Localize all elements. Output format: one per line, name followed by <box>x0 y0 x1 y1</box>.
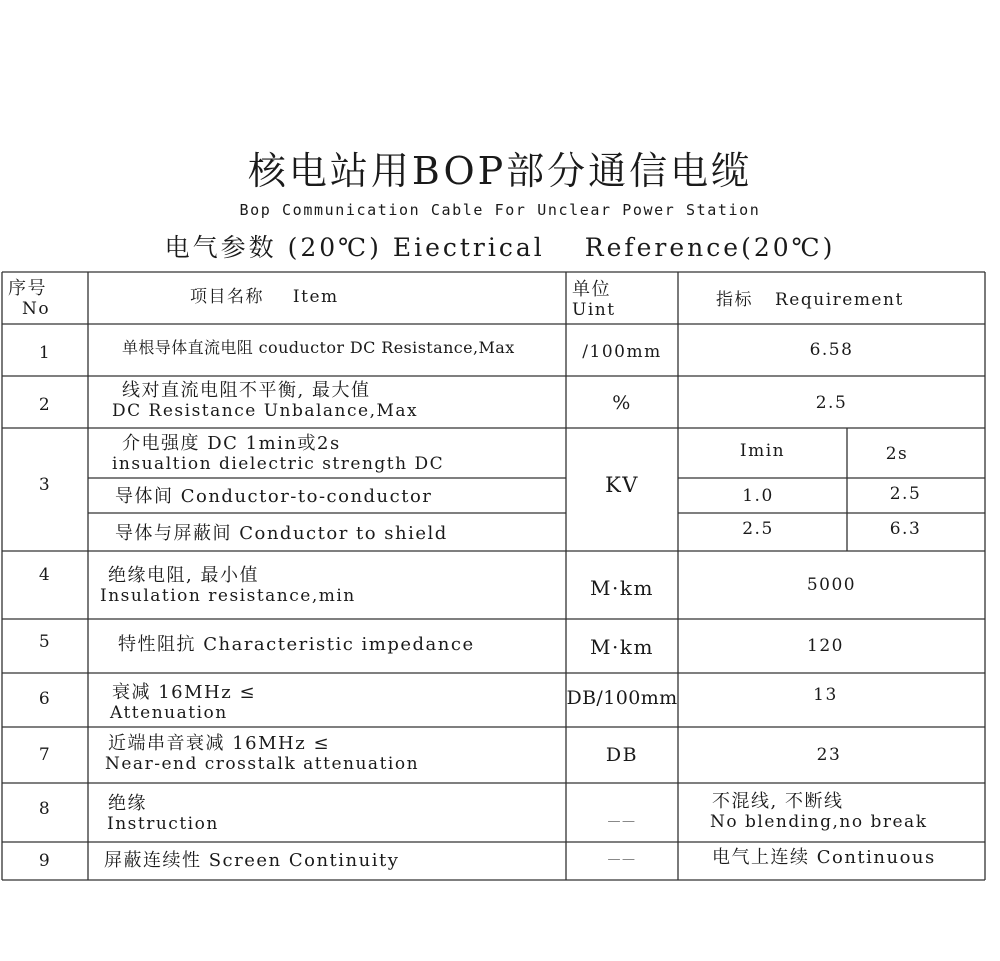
header-no-cn: 序号 <box>8 278 47 299</box>
row-4-unit: M·km <box>590 576 654 600</box>
row-9-item: 屏蔽连续性 Screen Continuity <box>104 850 400 871</box>
row-9-no: 9 <box>38 851 52 871</box>
row-5-unit: M·km <box>590 635 654 659</box>
row-7-item-cn: 近端串音衰减 16MHz ≤ <box>108 733 331 754</box>
row-1-item: 单根导体直流电阻 couductor DC Resistance,Max <box>122 338 515 357</box>
row-3-item-cn: 介电强度 DC 1min或2s <box>122 433 341 454</box>
header-no-en: No <box>22 299 51 319</box>
row-8-req-cn: 不混线, 不断线 <box>712 791 844 812</box>
row-3-sub-2-item: 导体与屏蔽间 Conductor to shield <box>115 523 448 544</box>
header-req <box>716 291 904 310</box>
row-5-req: 120 <box>807 636 844 656</box>
header-req-en: Requirement <box>775 290 904 310</box>
header-unit-en: Uint <box>572 300 616 320</box>
row-3-unit: KV <box>605 473 639 497</box>
header-req-cn: 指标 <box>716 290 753 310</box>
row-7-item-en: Near-end crosstalk attenuation <box>105 754 420 774</box>
row-3-item-en: insualtion dielectric strength DC <box>112 454 445 474</box>
row-6-item-cn: 衰减 16MHz ≤ <box>112 682 257 703</box>
row-3-sub-2-v2: 6.3 <box>889 519 922 539</box>
row-2-req: 2.5 <box>815 393 848 413</box>
row-3-sub-1-v1: 1.0 <box>742 486 774 506</box>
row-3-sub-1-v2: 2.5 <box>889 484 922 504</box>
row-6-unit: DB/100mm <box>566 687 678 709</box>
row-8-no: 8 <box>38 799 52 819</box>
row-4-item-en: Insulation resistance,min <box>100 586 356 606</box>
row-8-item-en: Instruction <box>107 814 219 834</box>
row-9-req: 电气上连续 Continuous <box>712 847 936 868</box>
row-7-unit: DB <box>605 744 639 766</box>
section-heading-en2: Reference(20℃) <box>584 233 836 262</box>
row-8-item-cn: 绝缘 <box>108 793 147 814</box>
row-3-req-col1: Imin <box>739 441 786 461</box>
row-5-no: 5 <box>38 632 52 652</box>
row-2-item-en: DC Resistance Unbalance,Max <box>112 401 419 421</box>
row-8-unit: —— <box>607 814 637 829</box>
header-item-en: Item <box>292 287 339 307</box>
row-6-req: 13 <box>813 685 838 705</box>
row-4-req: 5000 <box>806 575 857 595</box>
row-7-req: 23 <box>816 745 842 765</box>
section-heading-cn: 电气参数 (20℃) <box>164 233 382 262</box>
row-2-no: 2 <box>38 395 52 415</box>
row-2-item-cn: 线对直流电阻不平衡, 最大值 <box>122 380 371 401</box>
row-3-req-col2: 2s <box>885 444 909 464</box>
row-6-item-en: Attenuation <box>110 703 228 723</box>
section-heading-en: Eiectrical <box>392 233 545 262</box>
row-1-req: 6.58 <box>809 340 854 360</box>
row-1-no: 1 <box>38 343 52 363</box>
row-4-no: 4 <box>38 565 52 585</box>
row-3-sub-2-v1: 2.5 <box>742 519 774 539</box>
row-3-no: 3 <box>38 475 52 495</box>
row-2-unit: % <box>612 392 632 414</box>
row-1-unit: /100mm <box>582 342 662 362</box>
header-item <box>190 288 339 307</box>
row-9-unit: —— <box>607 852 637 867</box>
row-4-item-cn: 绝缘电阻, 最小值 <box>108 565 259 586</box>
row-6-no: 6 <box>38 689 52 709</box>
row-3-sub-1-item: 导体间 Conductor-to-conductor <box>115 486 433 507</box>
document-title: 核电站用BOP部分通信电缆 <box>247 149 753 193</box>
header-unit-cn: 单位 <box>572 279 611 300</box>
row-5-item: 特性阻抗 Characteristic impedance <box>118 634 475 655</box>
row-7-no: 7 <box>38 745 52 765</box>
document-subtitle-en: Bop Communication Cable For Unclear Power Station <box>239 201 761 219</box>
header-item-cn: 项目名称 <box>190 287 264 307</box>
row-8-req-en: No blending,no break <box>710 812 928 832</box>
